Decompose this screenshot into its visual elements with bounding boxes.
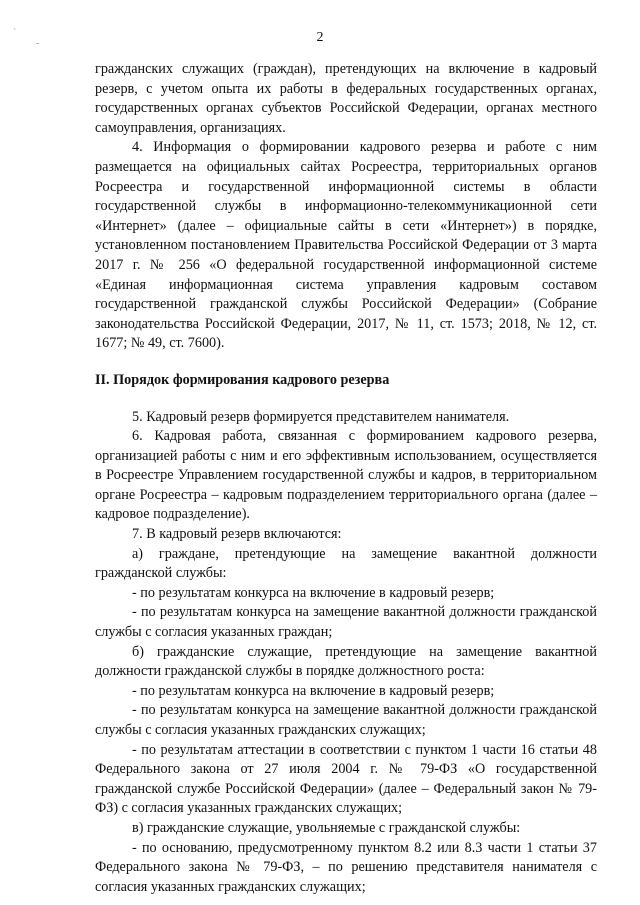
scan-mark: ˋ [13, 28, 17, 39]
paragraph: 6. Кадровая работа, связанная с формированием кадрового резерва, организацией работы с ним и его эффективным использованием, осуществляется в Росреестре Управлением государственной службы и кадров, в территориальном органе Росреестра – кадровым подразделением территориального органа (далее – кадровое подразделение). [95, 428, 597, 523]
paragraph: 5. Кадровый резерв формируется представителем нанимателя. [132, 408, 510, 425]
list-item: - по результатам конкурса на включение в кадровый резерв; [132, 682, 495, 699]
list-item: в) гражданские служащие, увольняемые с гражданской службы: [132, 819, 521, 836]
paragraph: 7. В кадровый резерв включаются: [132, 526, 342, 543]
paragraph: 4. Информация о формировании кадрового резерва и работе с ним размещается на официальных сайтах Росреестра, территориальных органов Росреестра и государственной информационной системы в области государственной службы в информационно-телекоммуникационной сети «Интернет» (далее – официальные сайты в сети «Интернет») в порядке, установленном постановлением Правительства Российской Федерации от 3 марта 2017 г. № 256 «О федеральной государственной информационной системе «Единая информационная система управления кадровым составом государственной гражданской службы Российской Федерации» (Собрание законодательства Российской Федерации, 2017, № 11, ст. 1573; 2018, № 12, ст. 1677; № 49, ст. 7600). [95, 139, 597, 352]
section-heading: II. Порядок формирования кадрового резерва [95, 371, 390, 388]
list-item: а) граждане, претендующие на замещение вакантной должности гражданской службы: [95, 545, 597, 582]
list-item: - по результатам аттестации в соответствии с пунктом 1 части 16 статьи 48 Федерального закона от 27 июля 2004 г. № 79-ФЗ «О государственной гражданской службе Российской Федерации» (далее – Федеральный закон № 79-ФЗ) с согласия указанных гражданских служащих; [95, 741, 597, 817]
paragraph: гражданских служащих (граждан), претендующих на включение в кадровый резерв, с учетом опыта их работы в федеральных государственных органах, государственных органах субъектов Российской Федерации, органах местного самоуправления, организациях. [95, 61, 597, 136]
list-item: - по результатам конкурса на замещение вакантной должности гражданской службы с согласия указанных гражданских служащих; [95, 702, 597, 738]
document-body [95, 60, 597, 897]
scan-mark: - [36, 38, 40, 49]
page-number: 2 [316, 30, 324, 45]
list-item: - по результатам конкурса на замещение вакантной должности гражданской службы с согласия указанных граждан; [95, 604, 597, 641]
list-item: - по основанию, предусмотренному пунктом 8.2 или 8.3 части 1 статьи 37 Федерального закона № 79-ФЗ, – по решению представителя нанимателя с согласия указанных гражданских служащих; [95, 839, 597, 895]
list-item: б) гражданские служащие, претендующие на замещение вакантной должности гражданской службы в порядке должностного роста: [95, 643, 597, 680]
list-item: - по результатам конкурса на включение в кадровый резерв; [132, 584, 495, 601]
